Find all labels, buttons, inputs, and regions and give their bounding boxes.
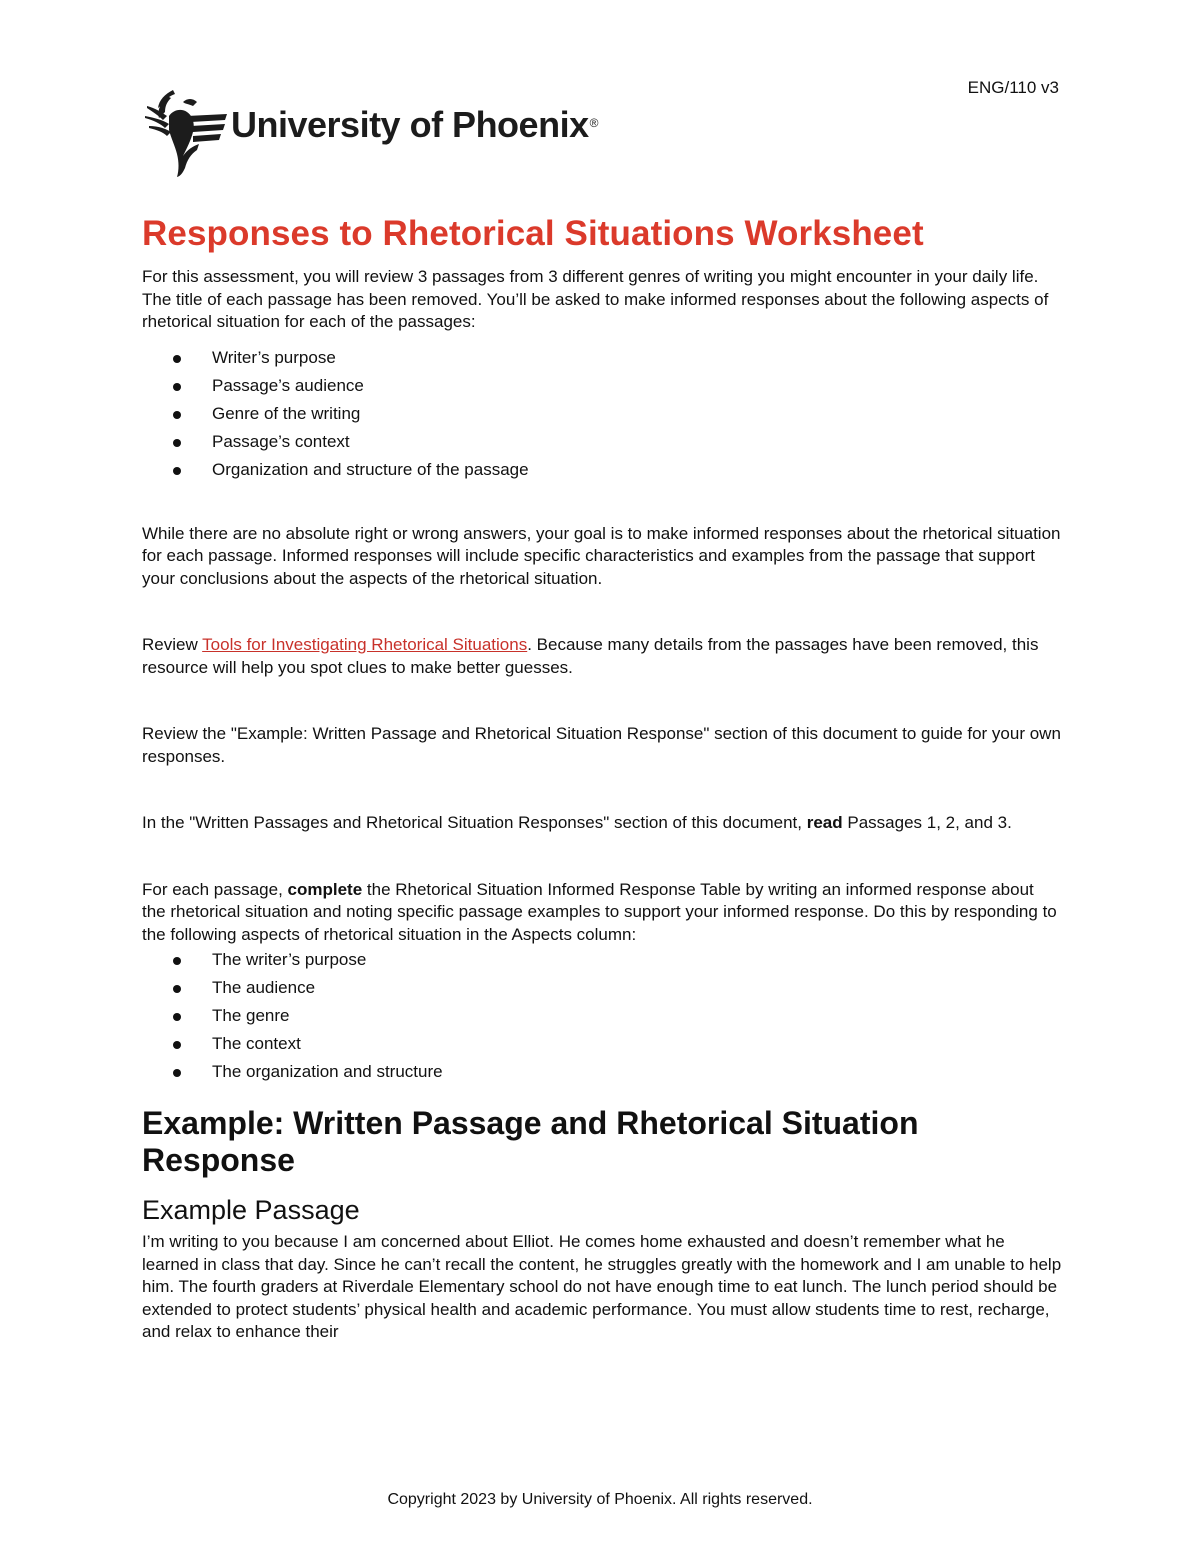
review-example-paragraph: Review the "Example: Written Passage and Rhetorical Situation Response" section of this document to guide for your own responses. [142, 724, 1061, 766]
list-item: Genre of the writing [142, 400, 1062, 428]
read-prefix: In the "Written Passages and Rhetorical Situation Responses" section of this document, [142, 813, 807, 832]
list-item: Passage’s context [142, 428, 1062, 456]
intro-paragraph: For this assessment, you will review 3 passages from 3 different genres of writing you might encounter in your daily life. The title of each passage has been removed. You’ll be asked to make informed responses about the following aspects of rhetorical situation for each of the passages: [142, 267, 1049, 331]
phoenix-bird-icon [143, 86, 229, 178]
course-code: ENG/110 v3 [967, 78, 1059, 97]
list-item: Writer’s purpose [142, 344, 1062, 372]
response-aspects-list [142, 946, 1062, 1086]
list-item: Organization and structure of the passage [142, 456, 1062, 484]
read-bold: read [806, 813, 843, 832]
list-item: The genre [142, 1002, 1062, 1030]
list-item: The audience [142, 974, 1062, 1002]
review-tools-prefix: Review [142, 635, 203, 654]
logo-text: University of Phoenix [231, 104, 589, 145]
goal-paragraph: While there are no absolute right or wrong answers, your goal is to make informed responses about the rhetorical situation for each passage. Informed responses will include specific characteristics and examples from the passage that support your conclusions about the aspects of the rhetorical situation. [142, 523, 1061, 588]
university-logo [143, 86, 598, 181]
list-item: The writer’s purpose [142, 946, 1062, 974]
copyright-footer: Copyright 2023 by University of Phoenix. All rights reserved. [387, 1491, 813, 1508]
aspects-list [142, 344, 1062, 484]
list-item: The context [142, 1030, 1062, 1058]
tools-link[interactable]: Tools for Investigating Rhetorical Situations [202, 635, 528, 654]
review-tools-suffix: . Because many details from the passages have been removed, this resource will help you spot clues to make better guesses. [142, 635, 1039, 677]
complete-prefix: For each passage, [142, 879, 288, 899]
list-item: Passage’s audience [142, 372, 1062, 400]
registered-mark: ® [589, 116, 598, 130]
complete-suffix: the Rhetorical Situation Informed Response Table by writing an informed response about the rhetorical situation and noting specific passage examples to support your informed response. Do this by responding to the following aspects of rhetorical situation in the Aspects column: [142, 879, 1057, 944]
read-instruction-paragraph [142, 812, 1062, 835]
example-section-heading: Example: Written Passage and Rhetorical Situation Response [142, 1105, 919, 1178]
complete-instruction-paragraph [142, 879, 1062, 947]
complete-bold: complete [287, 879, 363, 899]
page-title: Responses to Rhetorical Situations Worksheet [142, 214, 924, 253]
example-passage-text: I’m writing to you because I am concerned about Elliot. He comes home exhausted and doesn’t remember what he learned in class that day. Since he can’t recall the content, he struggles greatly with the homework and I am unable to help him. The fourth graders at Riverdale Elementary school do not have enough time to eat lunch. The lunch period should be extended to protect students’ physical health and academic performance. You must allow students time to rest, recharge, and relax to enhance their [142, 1232, 1062, 1341]
document-content [142, 214, 1062, 1344]
logo-wordmark [231, 104, 598, 146]
example-passage-heading: Example Passage [142, 1195, 360, 1225]
read-suffix: Passages 1, 2, and 3. [842, 813, 1012, 832]
review-tools-paragraph [142, 634, 1062, 679]
list-item: The organization and structure [142, 1058, 1062, 1086]
